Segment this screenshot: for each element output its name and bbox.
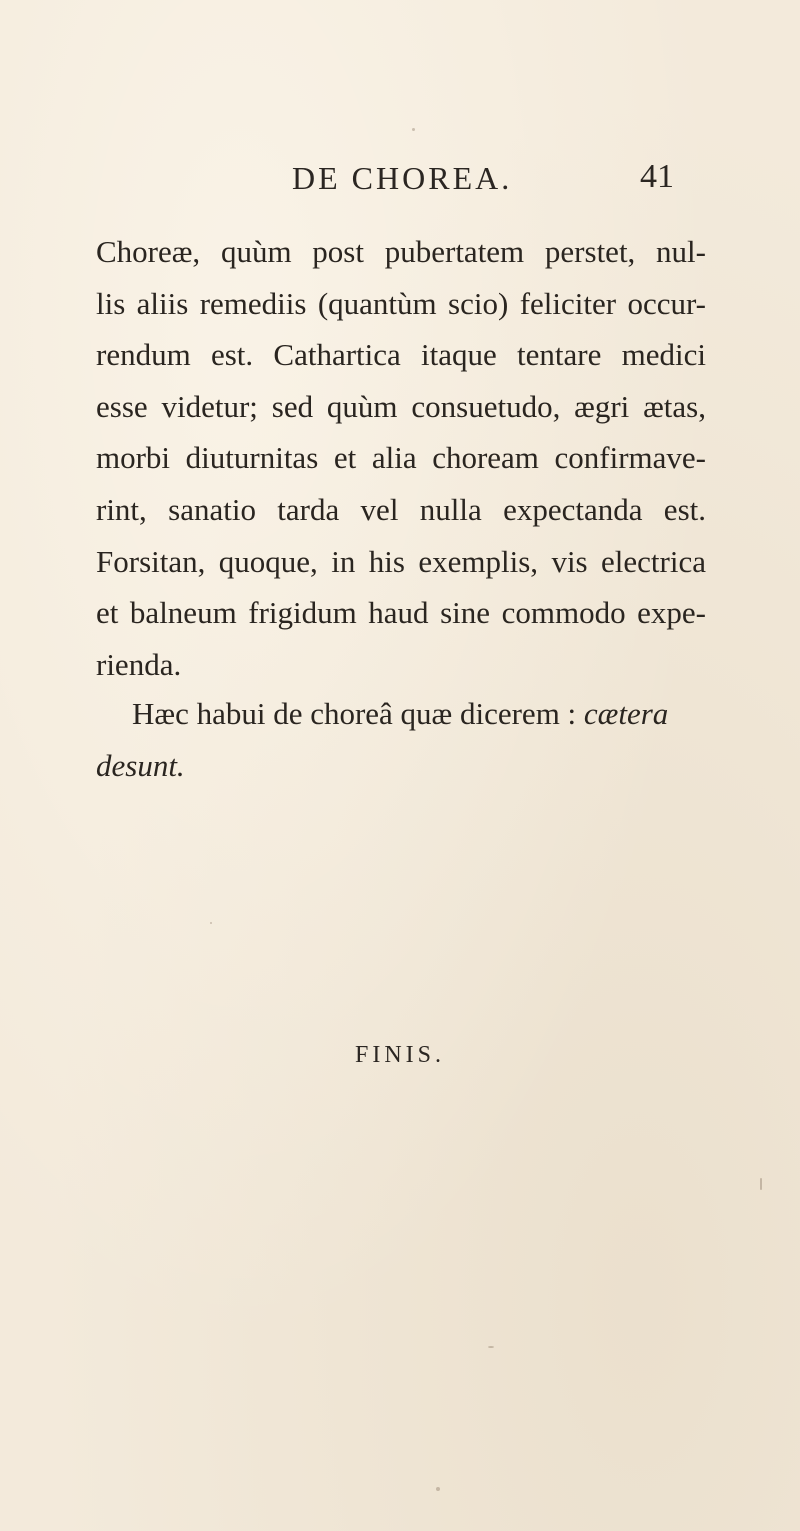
page-number: 41 [640,158,674,195]
text-line: rienda. [96,646,182,682]
italic-phrase: cætera [583,696,669,731]
text-line: rendum est. Cathartica itaque tentare medici [96,337,706,373]
paragraph-1 [96,226,706,690]
paper-speck [436,1487,440,1491]
italic-phrase-end: desunt. [96,747,185,783]
finis-mark: FINIS. [354,1042,445,1068]
text-line: morbi diuturnitas et alia choream confirmave- [96,440,706,476]
paper-speck [412,128,415,131]
paper-speck [210,922,212,924]
text-line [96,688,706,740]
paper-speck [760,1178,762,1190]
running-head [0,160,800,200]
running-title: DE CHOREA. [292,160,513,196]
text-line: rint, sanatio tarda vel nulla expectanda est. [96,491,706,527]
closing-sentence: Hæc habui de choreâ quæ dicerem : [132,696,584,731]
text-line: esse videtur; sed quùm consuetudo, ægri ætas, [96,388,706,424]
text-line: lis aliis remediis (quantùm scio) feliciter occur- [96,285,706,321]
text-line: et balneum frigidum haud sine commodo expe- [96,595,706,631]
paper-speck [488,1346,494,1348]
paragraph-2 [96,688,706,791]
text-line: Forsitan, quoque, in his exemplis, vis electrica [96,543,706,579]
text-line: Choreæ, quùm post pubertatem perstet, nul- [96,234,706,269]
